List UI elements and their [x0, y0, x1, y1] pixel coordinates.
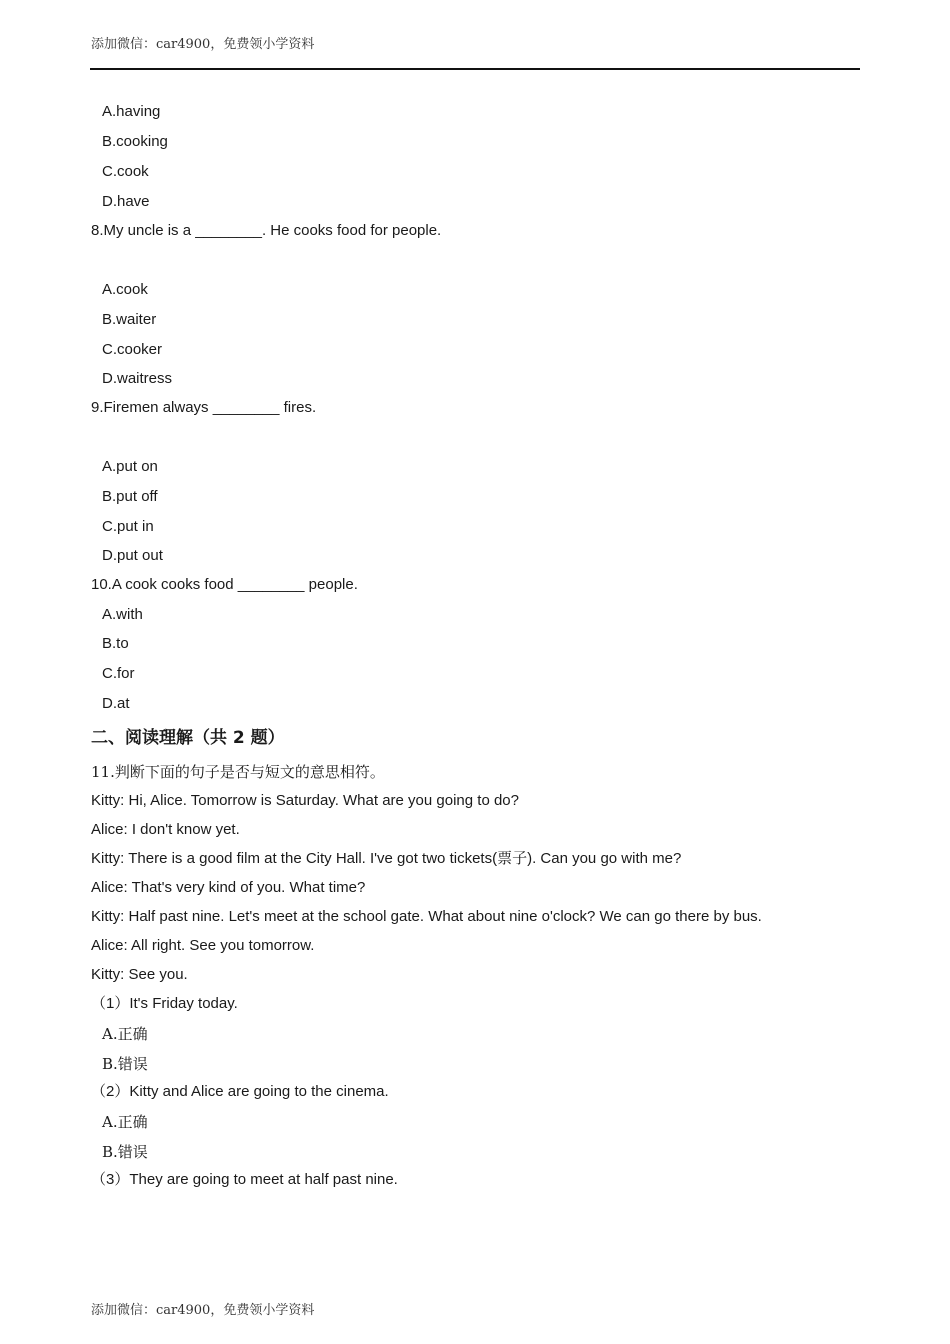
q10-stem: 10.A cook cooks food ________ people. — [91, 576, 358, 593]
q7-option-a: A.having — [102, 103, 161, 120]
q8-option-a: A.cook — [102, 281, 148, 298]
dialogue-line: Alice: All right. See you tomorrow. — [91, 937, 315, 954]
dialogue-line: Kitty: Hi, Alice. Tomorrow is Saturday. What are you going to do? — [91, 792, 519, 809]
q11-stem: 11.判断下面的句子是否与短文的意思相符。 — [91, 763, 385, 781]
header-note: 添加微信：car4900，免费领小学资料 — [91, 37, 315, 52]
footer-note: 添加微信：car4900，免费领小学资料 — [91, 1303, 315, 1318]
q8-option-c: C.cooker — [102, 341, 163, 358]
dialogue-line: Kitty: There is a good film at the City Hall. I've got two tickets(票子). Can you go with me? — [91, 850, 682, 867]
q10-option-a: A.with — [102, 606, 143, 623]
section-title-reading: 二、阅读理解（共 2 题） — [91, 728, 285, 748]
q9-option-b: B.put off — [102, 488, 158, 505]
q11-sub3: （3）They are going to meet at half past nine. — [91, 1171, 398, 1188]
q8-stem: 8.My uncle is a ________. He cooks food for people. — [91, 222, 442, 239]
q7-option-b: B.cooking — [102, 133, 168, 150]
dialogue-line: Alice: I don't know yet. — [91, 821, 240, 838]
q11-sub2: （2）Kitty and Alice are going to the cinema. — [91, 1083, 389, 1100]
dialogue-line: Kitty: See you. — [91, 966, 188, 983]
q11-sub2-option-a: A.正确 — [102, 1113, 148, 1131]
q9-option-c: C.put in — [102, 518, 154, 535]
q11-sub1: （1）It's Friday today. — [91, 995, 238, 1012]
q9-option-a: A.put on — [102, 458, 158, 475]
q10-option-d: D.at — [102, 695, 130, 712]
q9-stem: 9.Firemen always ________ fires. — [91, 399, 317, 416]
q8-option-d: D.waitress — [102, 370, 173, 387]
q9-option-d: D.put out — [102, 547, 163, 564]
q10-option-b: B.to — [102, 635, 129, 652]
q10-option-c: C.for — [102, 665, 135, 682]
dialogue-line: Kitty: Half past nine. Let's meet at the school gate. What about nine o'clock? We can go there by bus. — [91, 908, 762, 925]
dialogue-line: Alice: That's very kind of you. What time? — [91, 879, 366, 896]
q11-sub1-option-b: B.错误 — [102, 1055, 148, 1073]
q7-option-d: D.have — [102, 193, 150, 210]
q8-option-b: B.waiter — [102, 311, 157, 328]
q11-sub1-option-a: A.正确 — [102, 1025, 148, 1043]
q7-option-c: C.cook — [102, 163, 149, 180]
header-divider — [90, 68, 860, 70]
q11-sub2-option-b: B.错误 — [102, 1143, 148, 1161]
